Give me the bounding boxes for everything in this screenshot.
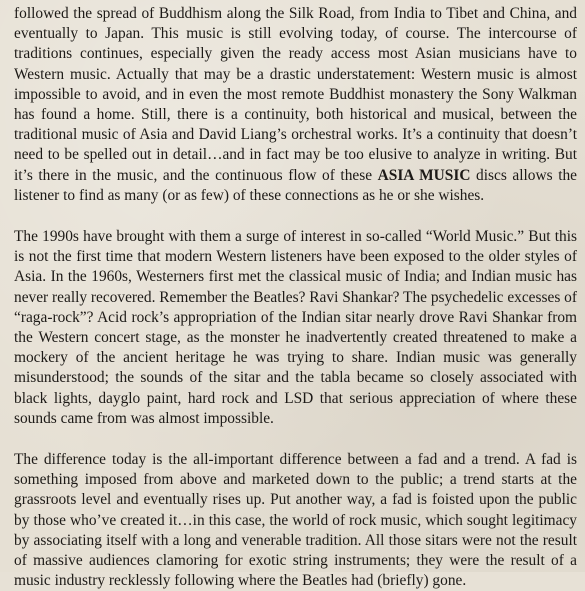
paragraph-fad-vs-trend: The difference today is the all-important difference between a fad and a trend. A fad is something imposed from above and marketed down to the public; a trend starts at the grassroots level and eventually rises up. Put another way, a fad is foisted upon the public by those who’ve created it…in this case, the world of rock music, which sought legitimacy by associating itself with a long and venerable tradition. All those sitars were not the result of massive audiences clamoring for exotic string instruments; they were the result of a music industry recklessly following where the Beatles had (briefly) gone. [14, 451, 577, 590]
asia-music-brand: ASIA MUSIC [377, 166, 471, 184]
paragraph-silk-road-text: followed the spread of Buddhism along the Silk Road, from India to Tibet and China, and eventually to Japan. This music is still evolving today, of course. The intercourse of traditions continues, especially given the ready access most Asian musicians have to Western music. Actually that may be a drastic understatement: Western music is almost impossible to avoid, and in even the most remote Buddhist monastery the Sony Walkman has found a home. Still, there is a continuity, both historical and musical, between the traditional music of Asia and David Liang’s orchestral works. It’s a continuity that doesn’t need to be spelled out in detail…and in fact may be too elusive to analyze in writing. But it’s there in the music, and the continuous flow of these [14, 5, 577, 184]
paragraph-silk-road-tail: discs allows the listener to find as many (or as few) of these connections as he or she wishes. [14, 166, 577, 204]
paragraph-world-music: The 1990s have brought with them a surge of interest in so-called “World Music.” But this is not the first time that modern Western listeners have been exposed to the older styles of Asia. In the 1960s, Westerners first met the classical music of India; and Indian music has never really recovered. Remember the Beatles? Ravi Shankar? The psychedelic excesses of “raga-rock”? Acid rock’s appropriation of the Indian sitar nearly drove Ravi Shankar from the Western concert stage, as the monster he inadvertently created threatened to make a mockery of the ancient heritage he was trying to share. Indian music was generally misunderstood; the sounds of the sitar and the tabla became so closely associated with black lights, dayglo paint, hard rock and LSD that serious appreciation of where these sounds came from was almost impossible. [14, 228, 577, 427]
paragraph-silk-road [14, 4, 577, 206]
